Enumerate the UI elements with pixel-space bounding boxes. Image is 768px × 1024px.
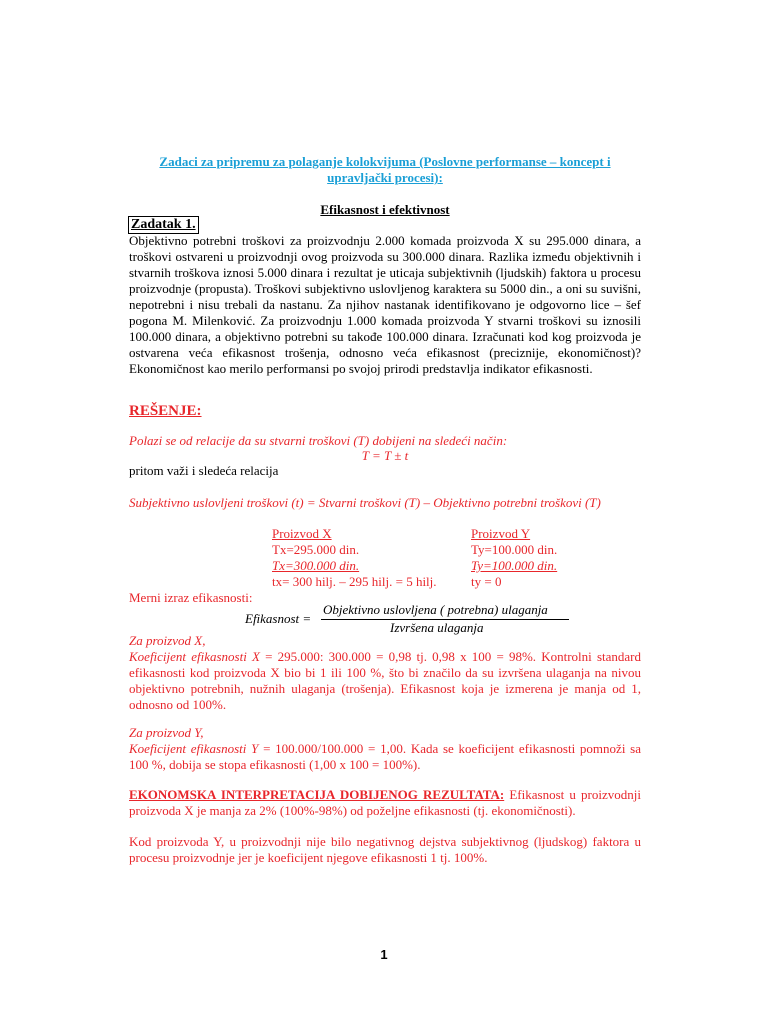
relation-note: pritom važi i sledeća relacija <box>129 463 279 478</box>
product-x-coefficient: Koeficijent efikasnosti X = 295.000: 300.000 = 0,98 tj. 0,98 x 100 = 98%. Kontrolni standard efikasnosti kod proizvoda X bio bi 1 ili 100 %, što bi značilo da su izvršena ulaganja na nivou objektivno potrebnih, nužnih ulaganja (trošenja). Efikasnost koja je izmerena je manja od 1, odnosno od 100%. <box>129 649 641 712</box>
solution-intro: Polazi se od relacije da su stvarni troškovi (T) dobijeni na sledeći način: <box>129 433 508 448</box>
cost-formula: T = T ± t <box>361 448 409 463</box>
formula-denominator: Izvršena ulaganja <box>390 620 484 635</box>
economic-interpretation: EKONOMSKA INTERPRETACIJA DOBIJENOG REZULTATA: Efikasnost u proizvodnji proizvoda X je manja za 2% (100%-98%) od poželjne efikasnosti (tj. ekonomičnosti). <box>129 787 641 818</box>
product-x-column <box>272 526 437 590</box>
product-y-column <box>471 526 557 590</box>
interpretation-heading: EKONOMSKA INTERPRETACIJA DOBIJENOG REZULTATA: <box>129 787 505 802</box>
solution-heading: REŠENJE: <box>129 403 202 419</box>
product-x-label: Za proizvod X, <box>129 633 206 648</box>
subjective-cost-definition: Subjektivno uslovljeni troškovi (t) = Stvarni troškovi (T) – Objektivno potrebni troškovi (T) <box>129 495 601 510</box>
section-subtitle: Efikasnost i efektivnost <box>320 202 450 217</box>
product-y-coefficient: Koeficijent efikasnosti Y = 100.000/100.000 = 1,00. Kada se koeficijent efikasnosti pomnoži sa 100 %, dobija se stopa efikasnosti (1,00 x 100 = 100%). <box>129 741 641 772</box>
product-y-line2: Ty=100.000 din. <box>471 558 558 573</box>
product-x-title: Proizvod X <box>272 526 332 541</box>
product-x-line3: tx= 300 hilj. – 295 hilj. = 5 hilj. <box>272 574 437 589</box>
page-number: 1 <box>380 947 388 962</box>
task-heading: Zadatak 1. <box>128 216 199 234</box>
product-y-title: Proizvod Y <box>471 526 531 541</box>
product-y-line1: Ty=100.000 din. <box>471 542 558 557</box>
formula-numerator: Objektivno uslovljena ( potrebna) ulaganja <box>323 602 548 617</box>
document-title: Zadaci za pripremu za polaganje kolokvijuma (Poslovne performanse – koncept i upravljački procesi): <box>159 154 611 185</box>
product-y-label: Za proizvod Y, <box>129 725 204 740</box>
interpretation-product-y: Kod proizvoda Y, u proizvodnji nije bilo negativnog dejstva subjektivnog (ljudskog) faktora u procesu proizvodnje jer je koeficijent njegove efikasnosti 1 tj. 100%. <box>129 834 641 865</box>
formula-lhs: Efikasnost = <box>245 611 312 626</box>
product-y-line3: ty = 0 <box>471 574 502 589</box>
product-x-line1: Tx=295.000 din. <box>272 542 360 557</box>
product-x-line2: Tx=300.000 din. <box>272 558 360 573</box>
task-text: Objektivno potrebni troškovi za proizvodnju 2.000 komada proizvoda X su 295.000 dinara, a troškovi ostvareni u proizvodnji ovog proizvoda su 300.000 dinara. Razlika između objektivnih i stvarnih troškova iznosi 5.000 dinara i rezultat je uticaja subjektivnih (ljudskih) faktora u procesu proizvodnje (propusta). Troškovi subjektivno uslovljenog karaktera su 5000 din., a oni su suvišni, nepotrebni i nisu trebali da nastanu. Za njihov nastanak identifikovano je odgovorno lice – šef pogona M. Milenković. Za proizvodnju 1.000 komada proizvoda Y stvarni troškovi su iznosili 100.000 dinara, a objektivno potrebni su takođe 100.000 dinara. Izračunati kod kog proizvoda je ostvarena veća efikasnost trošenja, odnosno veća efikasnost (preciznije, ekonomičnost)? Ekonomičnost kao merilo performansi po svojoj prirodi predstavlja indikator efikasnosti. <box>129 233 641 376</box>
measure-label: Merni izraz efikasnosti: <box>129 590 253 605</box>
